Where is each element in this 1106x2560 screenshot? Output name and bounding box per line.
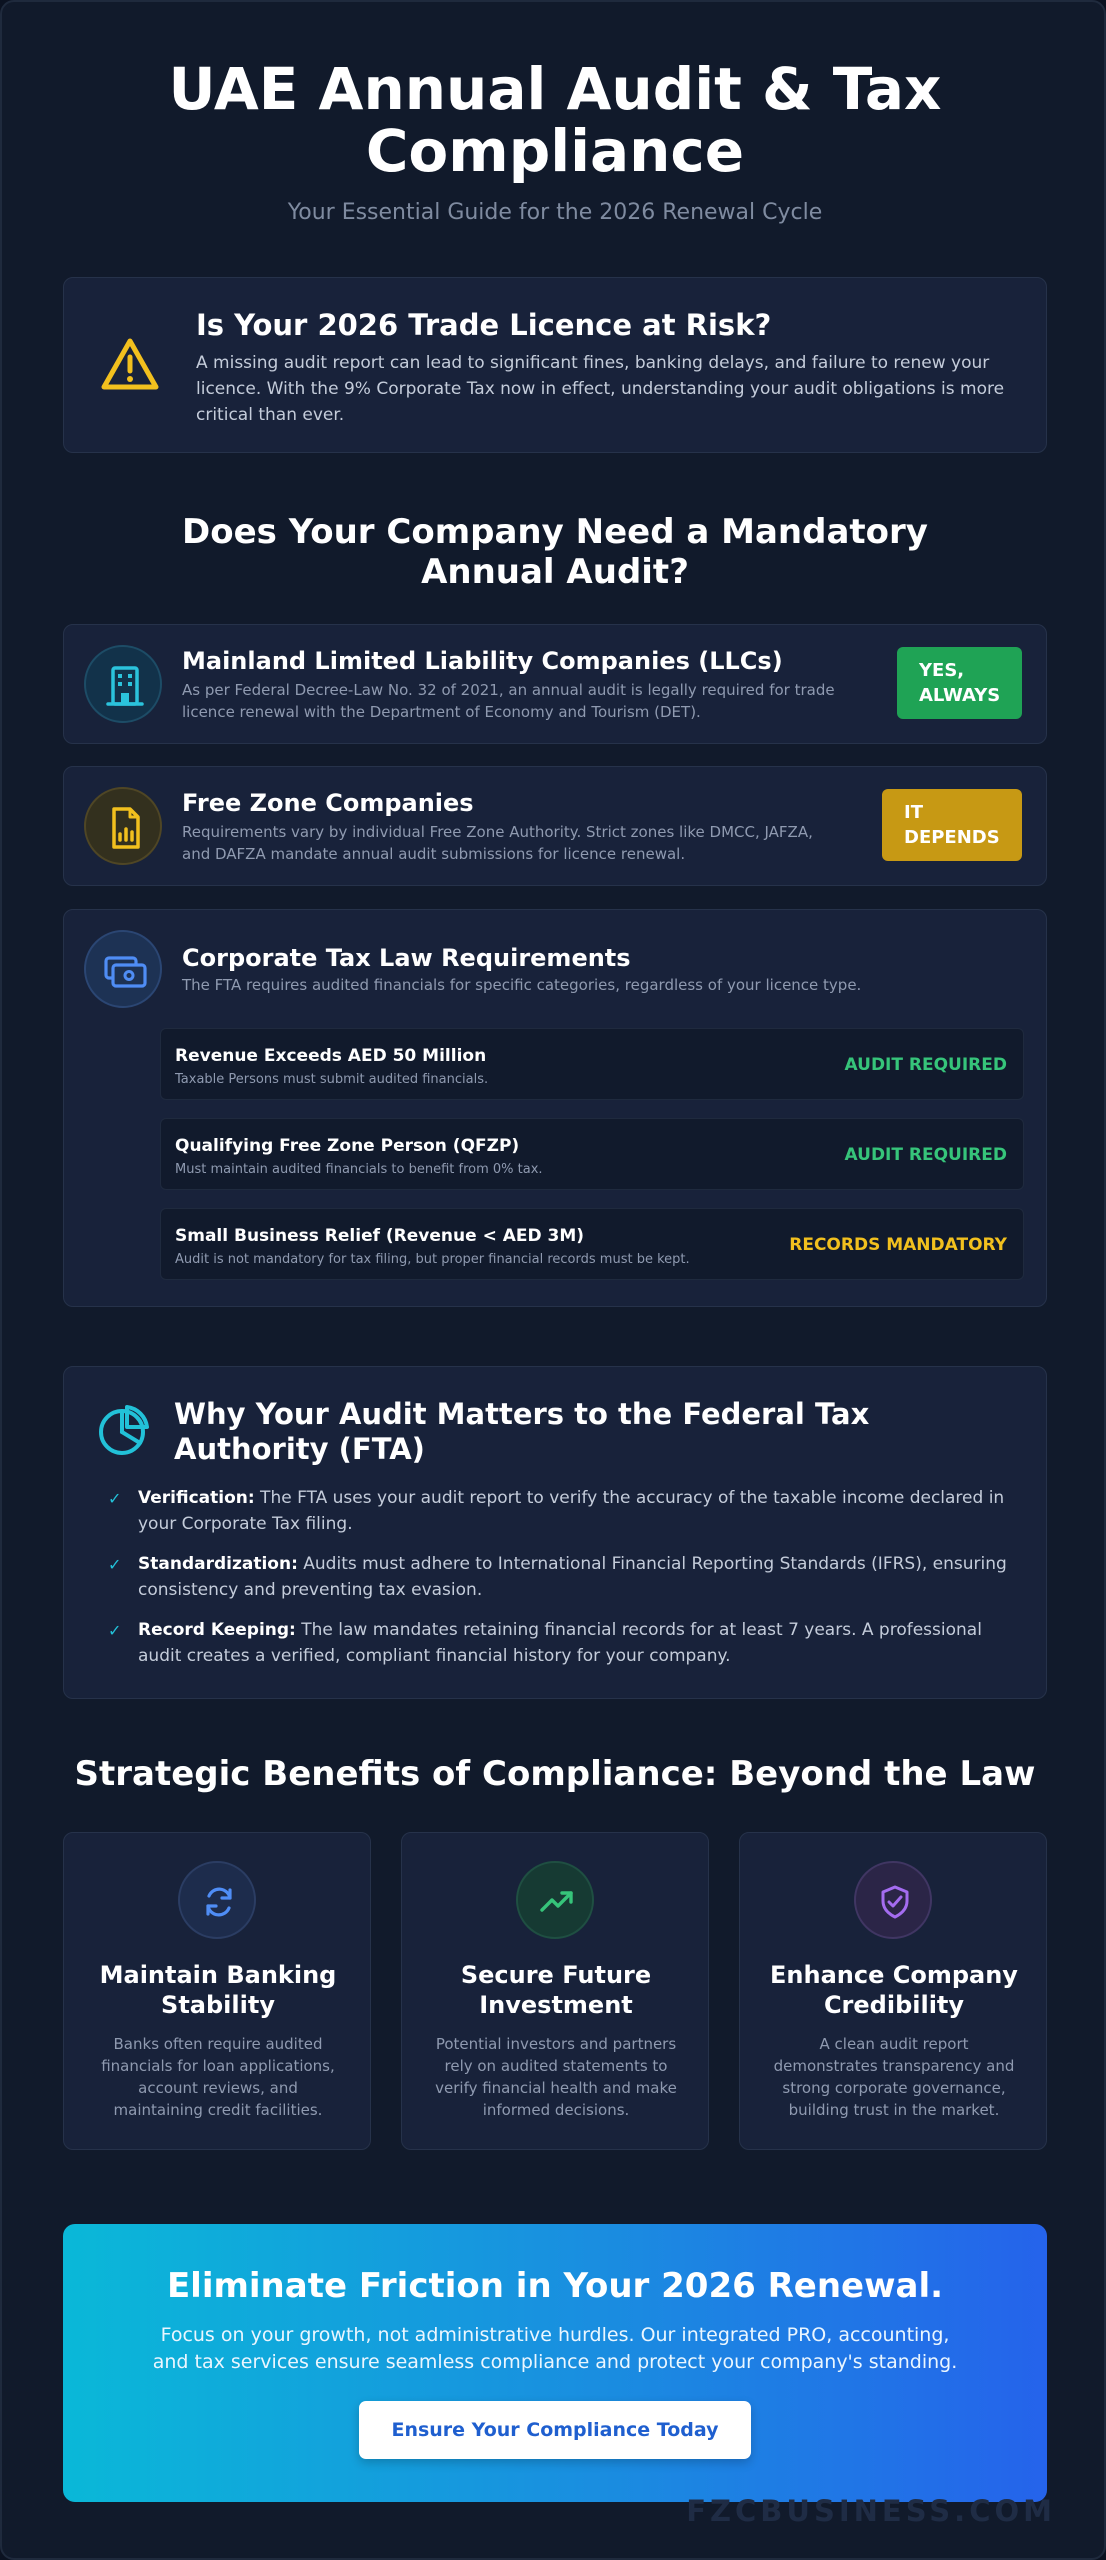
entity-title: Free Zone Companies bbox=[182, 789, 474, 817]
badge-line-2: DEPENDS bbox=[904, 827, 1000, 848]
page-title: UAE Annual Audit & Tax Compliance bbox=[168, 55, 942, 185]
money-icon bbox=[84, 930, 162, 1008]
item-label: Record Keeping: bbox=[138, 1620, 296, 1640]
item-text: The law mandates retaining financial records for at least 7 years. A professional audit creates a verified, compliant financial history for your company. bbox=[138, 1620, 982, 1666]
requirement-title: Qualifying Free Zone Person (QFZP) bbox=[175, 1136, 520, 1156]
check-icon: ✓ bbox=[108, 1555, 122, 1574]
building-icon bbox=[84, 645, 162, 723]
shield-check-icon bbox=[854, 1861, 932, 1939]
benefit-title: Maintain Banking Stability bbox=[99, 1961, 337, 2019]
check-icon: ✓ bbox=[108, 1621, 122, 1640]
refresh-icon bbox=[178, 1861, 256, 1939]
badge-line-2: ALWAYS bbox=[919, 685, 1001, 706]
cta-banner bbox=[63, 2224, 1047, 2502]
benefit-text: Banks often require audited financials for loan applications, account reviews, and maintaining credit facilities. bbox=[101, 2035, 335, 2119]
benefit-title: Enhance Company Credibility bbox=[770, 1961, 1018, 2019]
mainland-llc-card bbox=[63, 624, 1047, 744]
fta-card bbox=[63, 1366, 1047, 1699]
item-text: The FTA uses your audit report to verify the accuracy of the taxable income declared in your Corporate Tax filing. bbox=[138, 1488, 1005, 1534]
badge-line-1: YES, bbox=[919, 660, 965, 681]
requirement-row bbox=[160, 1118, 1024, 1190]
benefit-card-banking bbox=[63, 1832, 371, 2150]
benefit-text: Potential investors and partners rely on audited statements to verify financial health and make informed decisions. bbox=[435, 2035, 677, 2119]
badge-line-1: IT bbox=[904, 802, 923, 823]
ensure-compliance-button[interactable]: Ensure Your Compliance Today bbox=[359, 2401, 751, 2459]
check-icon: ✓ bbox=[108, 1489, 122, 1508]
fta-list bbox=[108, 1485, 1018, 1683]
mandatory-audit-heading: Does Your Company Need a Mandatory Annual Audit? bbox=[182, 512, 928, 592]
corporate-tax-description: The FTA requires audited financials for specific categories, regardless of your licence type. bbox=[182, 976, 862, 994]
requirement-subtitle: Must maintain audited financials to benefit from 0% tax. bbox=[175, 1162, 543, 1177]
list-item bbox=[108, 1617, 1018, 1669]
entity-description: As per Federal Decree-Law No. 32 of 2021, an annual audit is legally required for trade licence renewal with the Department of Economy and Tourism (DET). bbox=[182, 681, 835, 721]
free-zone-card bbox=[63, 766, 1047, 886]
status-badge bbox=[897, 647, 1022, 719]
requirement-status: RECORDS MANDATORY bbox=[789, 1235, 1007, 1255]
warning-triangle-icon bbox=[98, 333, 162, 397]
list-item bbox=[108, 1551, 1018, 1603]
benefit-card-investment bbox=[401, 1832, 709, 2150]
status-badge bbox=[882, 789, 1022, 861]
fta-title: Why Your Audit Matters to the Federal Tax Authority (FTA) bbox=[174, 1397, 870, 1466]
item-label: Verification: bbox=[138, 1488, 255, 1508]
benefit-card-credibility bbox=[739, 1832, 1047, 2150]
page-subtitle: Your Essential Guide for the 2026 Renewal Cycle bbox=[287, 200, 823, 225]
corporate-tax-card bbox=[63, 909, 1047, 1307]
risk-title: Is Your 2026 Trade Licence at Risk? bbox=[196, 308, 772, 342]
trending-up-icon bbox=[516, 1861, 594, 1939]
requirement-subtitle: Audit is not mandatory for tax filing, but proper financial records must be kept. bbox=[175, 1252, 690, 1267]
requirement-title: Revenue Exceeds AED 50 Million bbox=[175, 1046, 487, 1066]
requirement-status: AUDIT REQUIRED bbox=[844, 1145, 1007, 1165]
list-item bbox=[108, 1485, 1018, 1537]
risk-text: A missing audit report can lead to significant fines, banking delays, and failure to renew your licence. With the 9% Corporate Tax now in effect, understanding your audit obligations is more critical than ever. bbox=[196, 353, 1005, 425]
benefit-title: Secure Future Investment bbox=[460, 1961, 652, 2019]
requirement-row bbox=[160, 1208, 1024, 1280]
requirement-row bbox=[160, 1028, 1024, 1100]
pie-chart-icon bbox=[96, 1403, 150, 1457]
watermark-logo: FZCBUSINESS.COM bbox=[686, 2494, 1056, 2528]
requirement-title: Small Business Relief (Revenue < AED 3M) bbox=[175, 1226, 585, 1246]
item-label: Standardization: bbox=[138, 1554, 298, 1574]
cta-title: Eliminate Friction in Your 2026 Renewal. bbox=[166, 2266, 944, 2306]
document-chart-icon bbox=[84, 787, 162, 865]
requirement-status: AUDIT REQUIRED bbox=[844, 1055, 1007, 1075]
benefit-text: A clean audit report demonstrates transparency and strong corporate governance, building trust in the market. bbox=[773, 2035, 1015, 2119]
requirement-subtitle: Taxable Persons must submit audited financials. bbox=[175, 1072, 489, 1087]
corporate-tax-title: Corporate Tax Law Requirements bbox=[182, 944, 631, 972]
header bbox=[2, 55, 1106, 225]
item-text: Audits must adhere to International Financial Reporting Standards (IFRS), ensuring consistency and preventing tax evasion. bbox=[138, 1554, 1007, 1600]
risk-alert-card bbox=[63, 277, 1047, 453]
benefits-heading: Strategic Benefits of Compliance: Beyond the Law bbox=[74, 1754, 1036, 1794]
entity-title: Mainland Limited Liability Companies (LLCs) bbox=[182, 647, 783, 675]
cta-text: Focus on your growth, not administrative hurdles. Our integrated PRO, accounting, and tax services ensure seamless compliance and protect your company's standing. bbox=[152, 2324, 958, 2373]
entity-description: Requirements vary by individual Free Zone Authority. Strict zones like DMCC, JAFZA, and DAFZA mandate annual audit submissions for licence renewal. bbox=[182, 823, 813, 863]
